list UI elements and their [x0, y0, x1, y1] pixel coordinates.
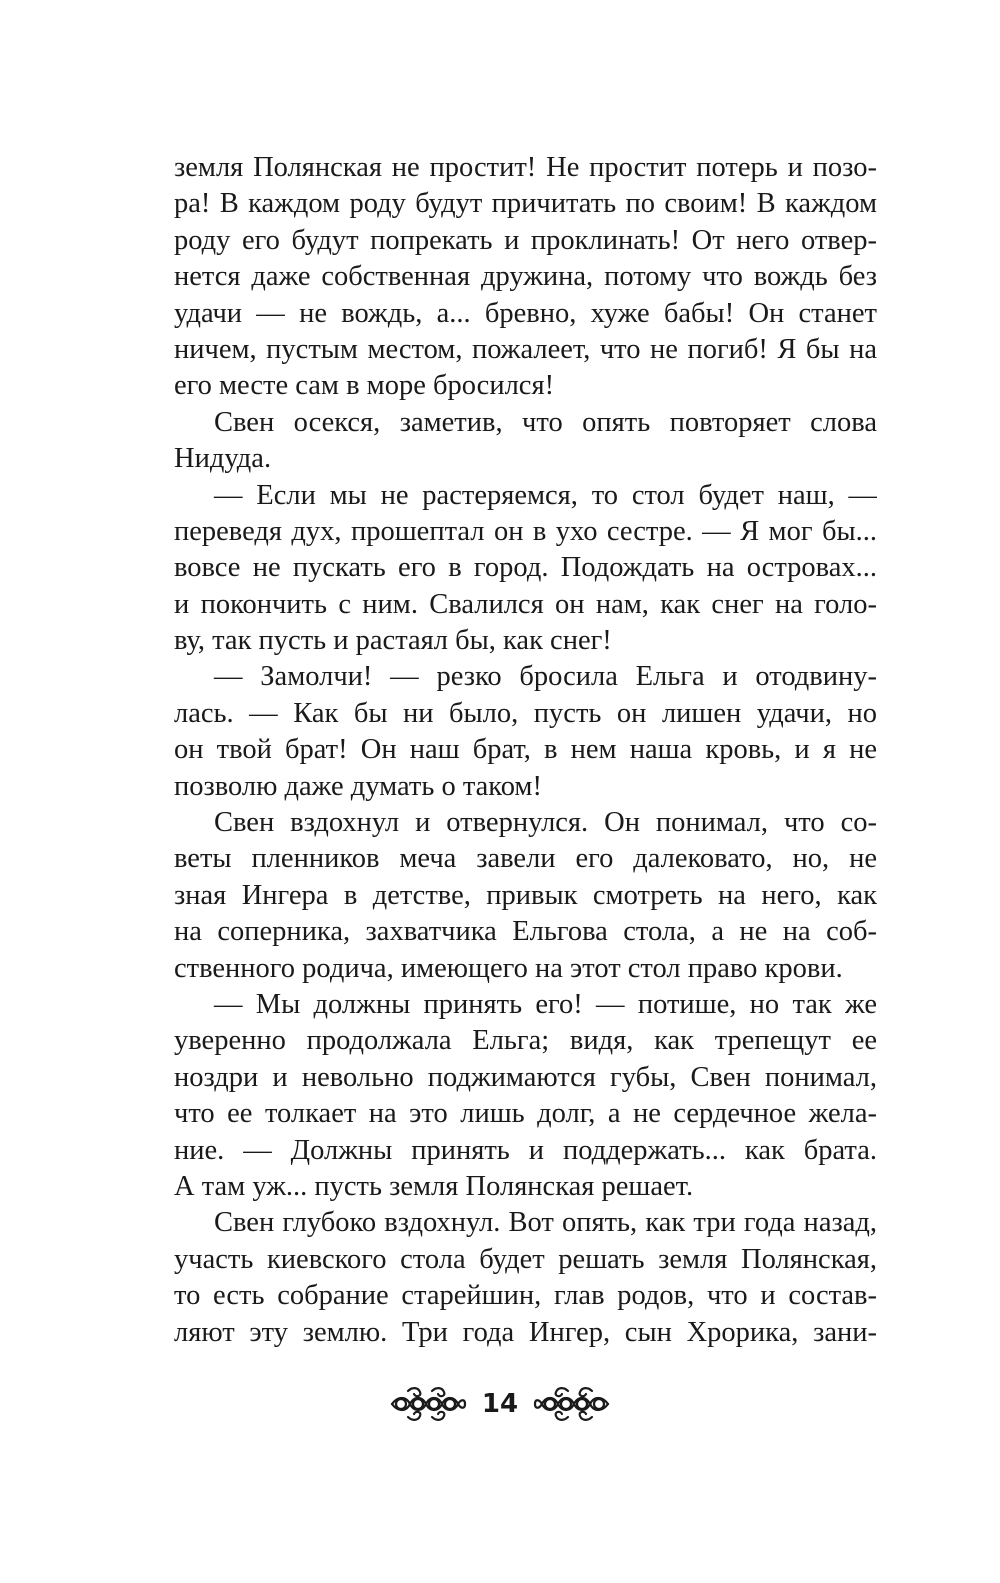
knot-ornament-icon	[532, 1384, 612, 1424]
text-line: нется даже собственная дружина, потому что вождь без	[174, 261, 877, 293]
knot-ornament-icon	[388, 1384, 468, 1424]
text-line: на соперника, захватчика Ельгова стола, а не на соб-	[174, 916, 877, 948]
text-line: А там уж... пусть земля Полянская решает.	[174, 1170, 694, 1202]
text-line: он твой брат! Он наш брат, в нем наша кровь, и я не	[174, 734, 877, 766]
text-line: удачи — не вождь, а... бревно, хуже бабы! Он станет	[174, 297, 877, 329]
text-line: Нидуда.	[174, 443, 272, 475]
text-line: — Мы должны принять его! — потише, но так же	[214, 988, 877, 1020]
text-line: ноздри и невольно поджимаются губы, Свен понимал,	[174, 1061, 877, 1093]
text-line: ву, так пусть и растаял бы, как снег!	[174, 625, 612, 657]
text-line: и покончить с ним. Свалился он нам, как снег на голо-	[174, 588, 877, 620]
text-line: участь киевского стола будет решать земля Полянская,	[174, 1243, 877, 1275]
text-line: ничем, пустым местом, пожалеет, что не погиб! Я бы на	[174, 333, 877, 365]
text-line: что ее толкает на это лишь долг, а не сердечное жела-	[174, 1098, 877, 1130]
text-line: земля Полянская не простит! Не простит потерь и позо-	[174, 152, 877, 183]
text-line: переведя дух, прошептал он в ухо сестре. — Я мог бы...	[174, 515, 877, 547]
text-line: — Если мы не растеряемся, то стол будет наш, —	[214, 479, 877, 511]
text-line: роду его будут попрекать и проклинать! От него отвер-	[174, 224, 877, 256]
text-line: ляют эту землю. Три года Ингер, сын Хрорика, зани-	[174, 1316, 877, 1348]
text-line: ственного родича, имеющего на этот стол право крови.	[174, 952, 843, 984]
text-line: ра! В каждом роду будут причитать по своим! В каждом	[174, 188, 877, 220]
text-line: Свен глубоко вздохнул. Вот опять, как три года назад,	[214, 1207, 877, 1239]
text-line: зная Ингера в детстве, привык смотреть на него, как	[174, 879, 877, 911]
text-line: Свен вздохнул и отвернулся. Он понимал, что со-	[214, 807, 877, 839]
text-line: Свен осекся, заметив, что опять повторяет слова	[214, 406, 877, 438]
page-body	[174, 150, 877, 1351]
text-line: вовсе не пускать его в город. Подождать на островах...	[174, 552, 877, 584]
text-line: — Замолчи! — резко бросила Ельга и отодвину-	[214, 661, 877, 693]
text-line: то есть собрание старейшин, глав родов, что и состав-	[174, 1280, 877, 1312]
text-line: уверенно продолжала Ельга; видя, как трепещут ее	[174, 1025, 877, 1057]
page-number: 14	[481, 1389, 519, 1419]
page-footer	[0, 1382, 1000, 1426]
text-line: веты пленников меча завели его далековато, но, не	[174, 843, 877, 875]
text-line: позволю даже думать о таком!	[174, 770, 542, 802]
text-line: ние. — Должны принять и поддержать... как брата.	[174, 1134, 877, 1166]
text-line: его месте сам в море бросился!	[174, 370, 555, 402]
text-line: лась. — Как бы ни было, пусть он лишен удачи, но	[174, 697, 877, 729]
